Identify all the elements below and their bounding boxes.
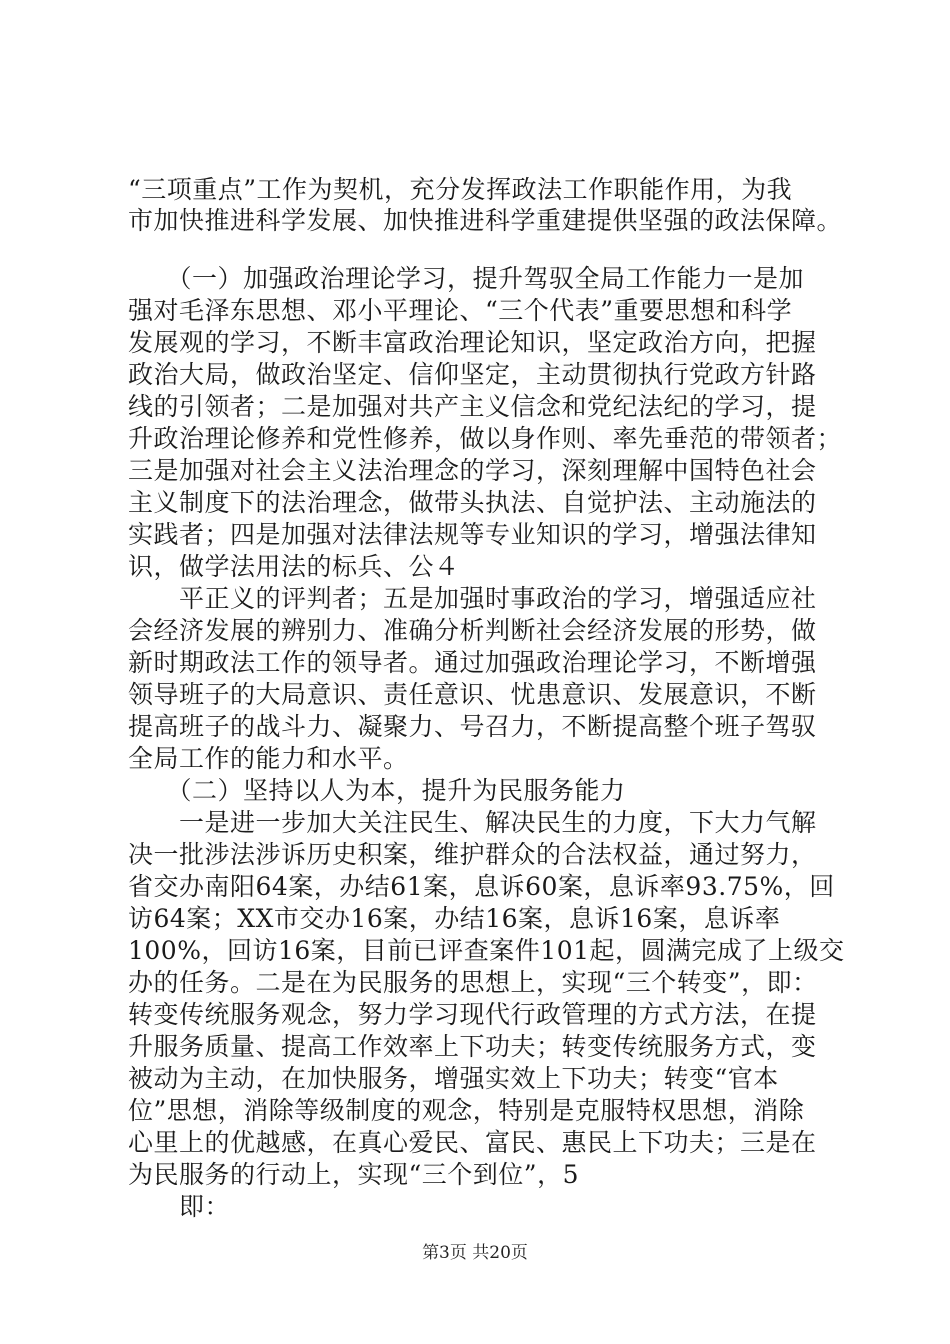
body-text-line: 即：	[128, 1192, 231, 1221]
body-text-line: 为民服务的行动上，实现“三个到位”，5	[128, 1160, 579, 1189]
page-footer: 第3页 共20页	[422, 1243, 528, 1263]
body-text-line: 转变传统服务观念，努力学习现代行政管理的方式方法，在提	[128, 1000, 817, 1029]
body-text-line: 访64案；XX市交办16案，办结16案，息诉16案，息诉率	[128, 904, 781, 933]
body-text-line: 一是进一步加大关注民生、解决民生的力度，下大力气解	[128, 808, 817, 837]
body-text-line: 新时期政法工作的领导者。通过加强政治理论学习，不断增强	[128, 648, 817, 677]
body-text-line: 三是加强对社会主义法治理念的学习，深刻理解中国特色社会	[128, 456, 817, 485]
body-text-line: 线的引领者；二是加强对共产主义信念和党纪法纪的学习，提	[128, 392, 817, 421]
body-text-line: 市加快推进科学发展、加快推进科学重建提供坚强的政法保障。	[128, 206, 843, 235]
body-text-line: 位”思想，消除等级制度的观念，特别是克服特权思想，消除	[128, 1096, 805, 1125]
body-text-line: 主义制度下的法治理念，做带头执法、自觉护法、主动施法的	[128, 488, 817, 517]
body-text-line: 决一批涉法涉诉历史积案，维护群众的合法权益，通过努力，	[128, 840, 817, 869]
body-text-line: 心里上的优越感，在真心爱民、富民、惠民上下功夫；三是在	[128, 1128, 817, 1157]
body-text-line: （一）加强政治理论学习，提升驾驭全局工作能力一是加	[128, 264, 805, 293]
body-text-line: 实践者；四是加强对法律法规等专业知识的学习，增强法律知	[128, 520, 817, 549]
body-text-line: 全局工作的能力和水平。	[128, 744, 409, 773]
body-text-line: 会经济发展的辨别力、准确分析判断社会经济发展的形势，做	[128, 616, 817, 645]
body-text-line: 识，做学法用法的标兵、公４	[128, 552, 460, 581]
body-text-line: 被动为主动，在加快服务，增强实效上下功夫；转变“官本	[128, 1064, 779, 1093]
body-text-line: 领导班子的大局意识、责任意识、忧患意识、发展意识，不断	[128, 680, 817, 709]
body-text-line: 省交办南阳64案，办结61案，息诉60案，息诉率93.75%，回	[128, 872, 835, 901]
body-text-line: 政治大局，做政治坚定、信仰坚定，主动贯彻执行党政方针路	[128, 360, 817, 389]
body-text-line: 办的任务。二是在为民服务的思想上，实现“三个转变”，即：	[128, 968, 818, 997]
body-text-line: 100%，回访16案，目前已评查案件101起，圆满完成了上级交	[128, 936, 845, 965]
body-text-line: 升服务质量、提高工作效率上下功夫；转变传统服务方式，变	[128, 1032, 817, 1061]
section-heading: （二）坚持以人为本，提升为民服务能力	[128, 776, 626, 805]
body-text-line: 发展观的学习，不断丰富政治理论知识，坚定政治方向，把握	[128, 328, 817, 357]
body-text-line: 升政治理论修养和党性修养，做以身作则、率先垂范的带领者；	[128, 424, 843, 453]
body-text-line: 提高班子的战斗力、凝聚力、号召力，不断提高整个班子驾驭	[128, 712, 817, 741]
body-text-line: 强对毛泽东思想、邓小平理论、“三个代表”重要思想和科学	[128, 296, 793, 325]
body-text-line: “三项重点”工作为契机，充分发挥政法工作职能作用，为我	[128, 175, 793, 204]
body-text-line: 平正义的评判者；五是加强时事政治的学习，增强适应社	[128, 584, 817, 613]
